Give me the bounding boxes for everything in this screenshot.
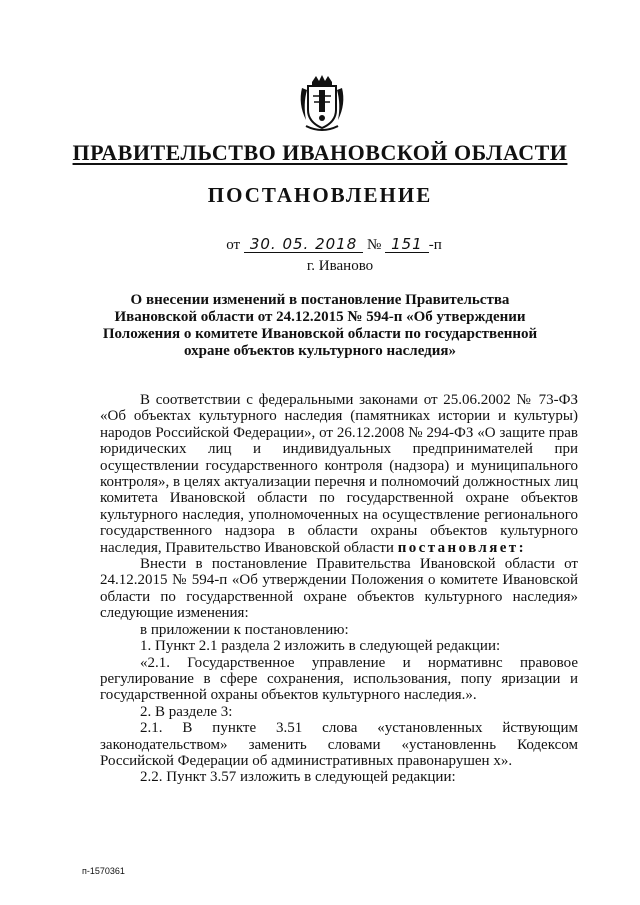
city-line: г. Иваново [306, 258, 374, 274]
decree-word: постановляет: [397, 539, 526, 556]
paragraph-item: Внести в постановление Правительства Ивановской области от 24.12.2015 № 594-п «Об утверждении Положения о комитете Ивановской области по государственной охране объектов культурного наследия» следующие изменения: [100, 556, 578, 622]
document-type: ПОСТАНОВЛЕНИЕ [207, 183, 433, 207]
preamble-text: В соответствии с федеральными законами от 25.06.2002 № 73-ФЗ «Об объектах культурного наследия (памятниках истории и культуры) народов Российской Федерации», от 26.12.2008 № 294-ФЗ «О защите прав юридических лиц и индивидуальных предпринимателей при осуществлении государственного контроля (надзора) и муниципального контроля», в целях актуализации перечня и полномочий должностных лиц комитета Ивановской области по государственной охране объектов культурного наследия, уполномоченных на осуществление регионального государственного надзора в области охраны объектов культурного наследия, Правительство Ивановской области [100, 392, 578, 556]
date-line [0, 236, 640, 254]
paragraph-item: 2. В разделе 3: [140, 703, 233, 720]
paragraph-item: «2.1. Государственное управление и нормативнс правовое регулирование в сфере сохранения, использования, попу яризации и государственной охраны объектов культурного наследия.». [100, 654, 578, 704]
handwritten-number: 151 [385, 236, 429, 253]
paragraph-item: в приложении к постановлению: [140, 621, 349, 638]
date-prefix: от [226, 237, 241, 253]
document-id: п-1570361 [82, 866, 125, 876]
coat-of-arms-icon [298, 74, 346, 134]
document-subject: О внесении изменений в постановление Правительства Ивановской области от 24.12.2015 № 594-п «Об утверждении Положения о комитете Ивановской области по государственной охране объектов культурного наследия» [102, 292, 538, 359]
paragraph-item: 2.1. В пункте 3.51 слова «установленных йствующим законодательством» заменить словами «установленнь Кодексом Российской Федерации об административных правонарушен х». [100, 720, 578, 769]
number-sign: № [367, 237, 382, 253]
paragraph-item: 1. Пункт 2.1 раздела 2 изложить в следующей редакции: [140, 638, 501, 655]
handwritten-date: 30. 05. 2018 [244, 236, 363, 253]
paragraph-item: 2.2. Пункт 3.57 изложить в следующей редакции: [140, 769, 456, 786]
government-title: ПРАВИТЕЛЬСТВО ИВАНОВСКОЙ ОБЛАСТИ [72, 140, 568, 165]
paragraph-preamble [100, 392, 578, 556]
number-suffix: -п [428, 237, 442, 253]
document-body [100, 392, 578, 786]
